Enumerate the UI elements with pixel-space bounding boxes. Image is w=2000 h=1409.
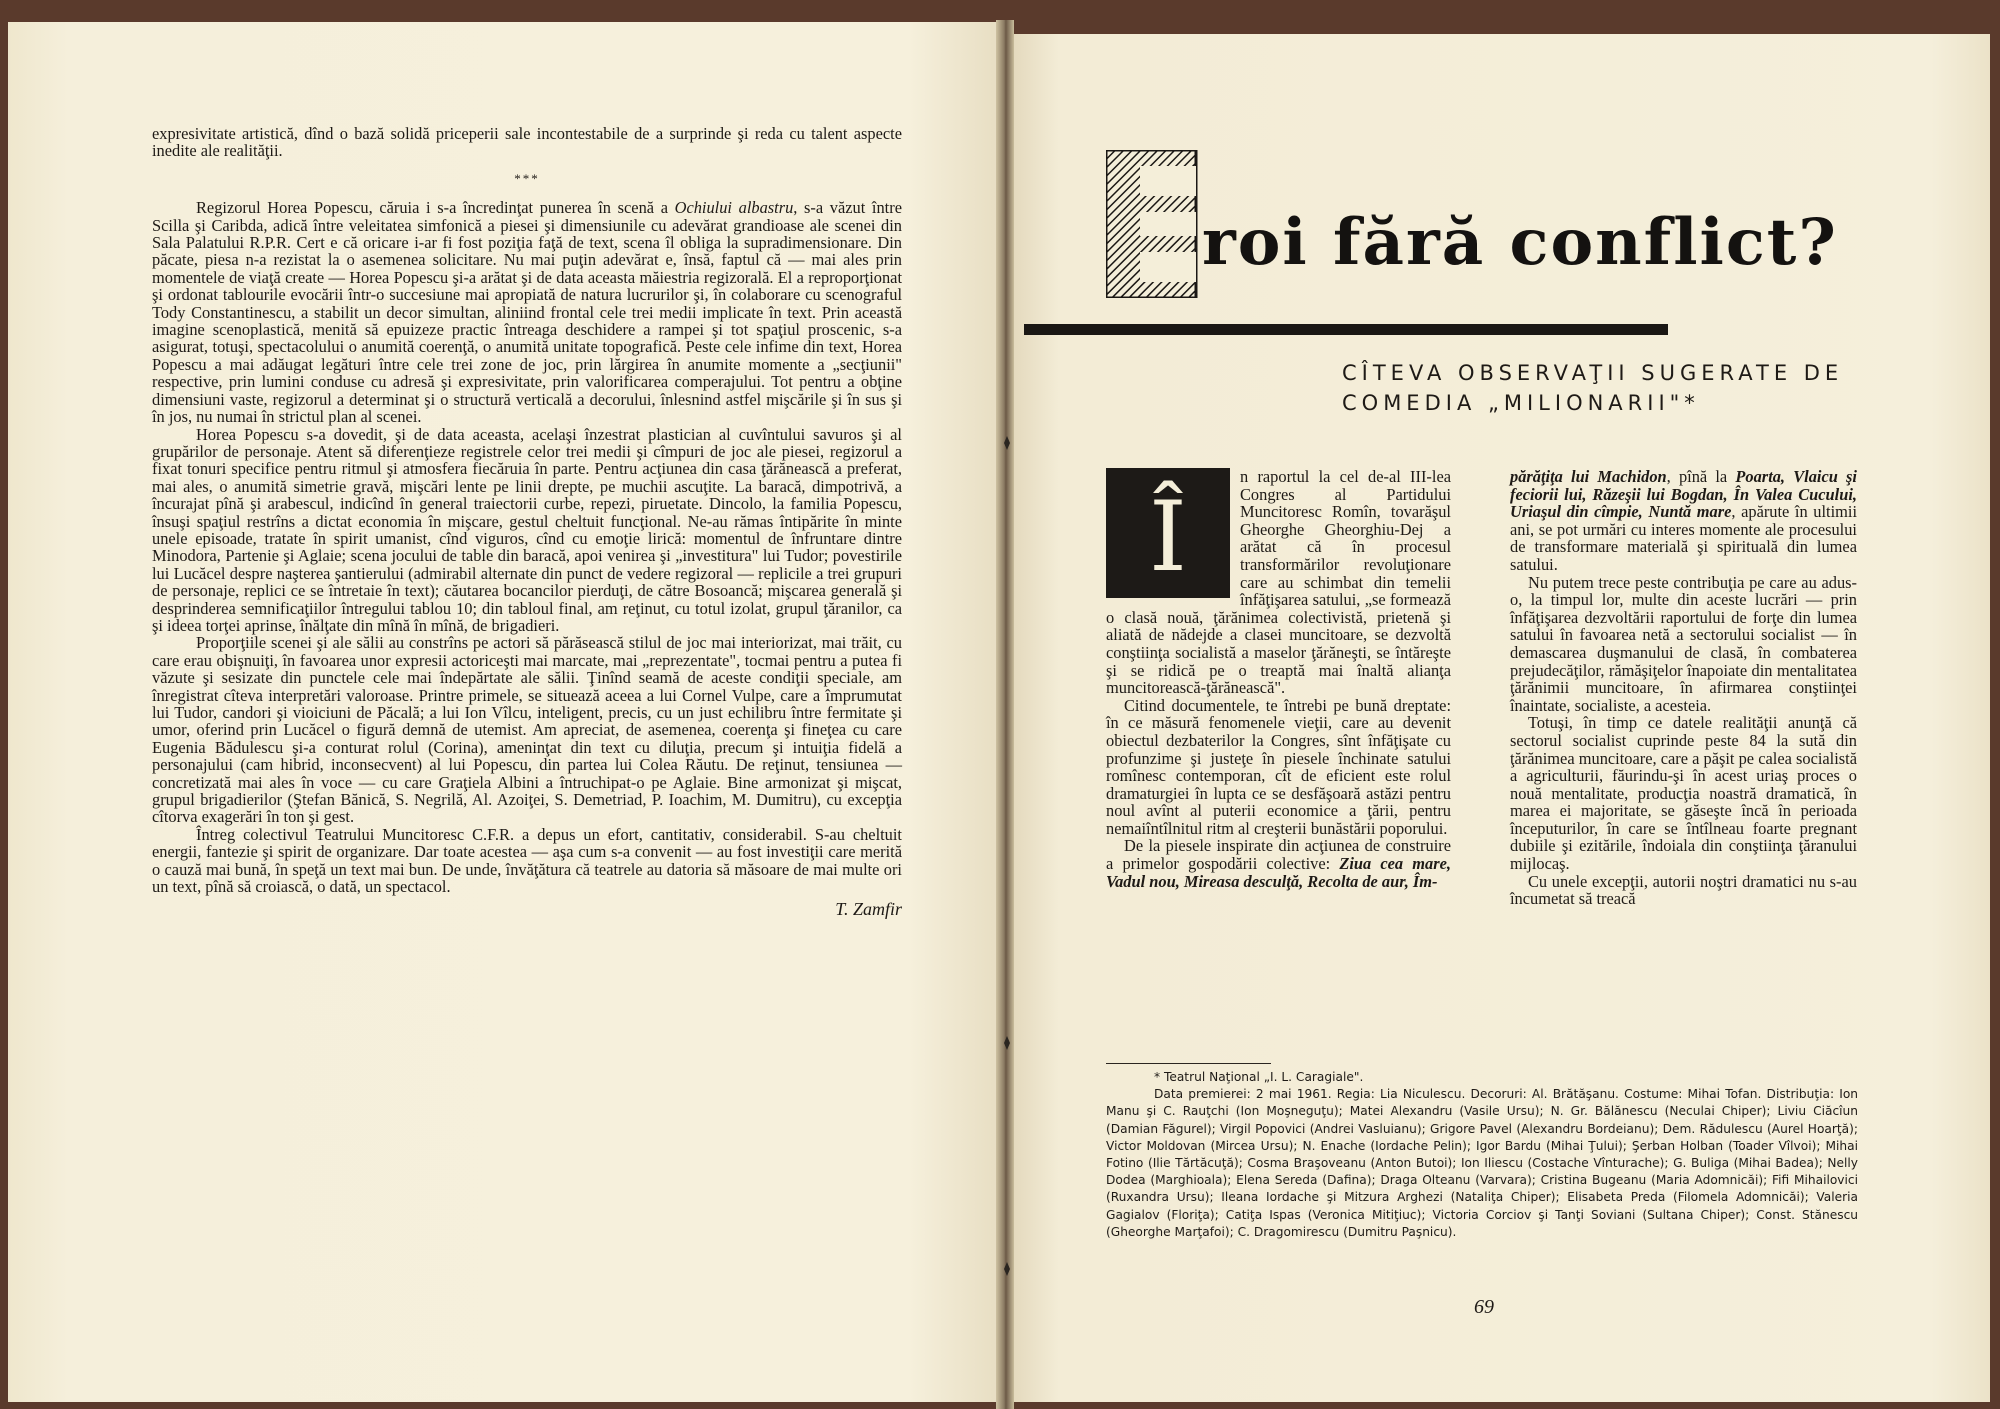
paragraph-horea-popescu: Horea Popescu s-a dovedit, şi de data aceasta, acelaşi înzestrat plastician al cuvîntului savuros şi al grupărilor de personaje. Atent să diferenţieze registrele celor trei medii şi cîmpuri de joc ale piesei, regizorul a fixat tonuri specifice pentru ritmul şi atmosfera fiecăruia în parte. Pentru acţiunea din casa ţărănească a preferat, mai ales, o anumită simetrie gravă, mişcări lente pe linii drepte, pe muchii ascuţite. La baracă, dimpotrivă, a încurajat pînă şi arabescul, indicînd în general traiectorii curbe, repezi, piruetate. Dincolo, la familia Popescu, însuşi spaţiul restrîns a dictat economia în mişcare, gestul cheltuit funcţional. Ne-au rămas întipărite în minte unele episoade, tratate în spirit umanist, cînd viguros, cînd cu emoţie lirică: momentul de înfruntare dintre Minodora, Partenie şi Aglaie; scena jocului de table din baracă, apoi venirea şi „investitura" lui Tudor; povestirile lui Lucăcel despre naşterea şantierului (admirabil alternate din punct de vedere regizoral — replicile a trei grupuri de personaje, replici ce se întretaie în text); căutarea bocancilor pierduţi, de către Bosoancă; mişcarea generală şi desprinderea semnificaţiilor întregului tablou 10; din tabloul final, am reţinut, cu totul izolat, grupul ţăranilor, ca şi ideea torţei aprinse, înălţate din mînă în mînă, de brigadieri. — [152, 424, 902, 635]
paragraph-totusi: Totuşi, în timp ce datele realităţii anunţă că sectorul socialist cuprinde peste 84 la sută din ţărănimea muncitoare, care a păşit pe calea socialistă a agriculturii, făurindu-şi în acest uriaş proces o nouă mentalitate, producţia noastră dramatică, în marea ei majoritate, se găseşte încă în perioada începuturilor, în care se întîlneau foarte pregnant dubiile şi ezitările, îndoiala din conştiinţa ţăranului mijlocaş. — [1510, 713, 1857, 874]
footnote — [1106, 1069, 1858, 1241]
subtitle-line-1: CÎTEVA OBSERVAŢII SUGERATE DE — [1342, 361, 1844, 385]
play-titles-list-1: Ziua cea mare, Vadul nou, Mireasa desculţă, Recolta de aur, Îm- — [1106, 854, 1451, 891]
paragraph-proportiile: Proporţiile scenei şi ale sălii au constrîns pe actori să părăsească stilul de joc mai interiorizat, mai trăit, cu care erau obişnuiţi, în favoarea unor expresii actoriceşti mai marcate, mai „reprezentate", tocmai pentru a putea fi văzute şi sesizate din punctele cele mai îndepărtate ale sălii. Ţinînd seamă de aceste condiţii speciale, am înregistrat cîteva interpretări valoroase. Printre primele, se situează aceea a lui Cornel Vulpe, care a împrumutat lui Tudor, candori şi vioiciuni de Păcală; a lui Ion Vîlcu, inteligent, precis, cu un just echilibru între fermitate şi umor, oferind prin Lucăcel o figură demnă de utemist. Am apreciat, de asemenea, coerenţa şi fineţea cu care Eugenia Bădulescu şi-a conturat rolul (Corina), ameninţat din text cu diluţia, precum şi intuiţia fidelă a personajului (cam hibrid, inconsecvent) al lui Popescu, din partea lui Colea Răutu. De reţinut, tensiunea — concretizată mai ales în voce — cu care Graţiela Albini a întruchipat-o pe Aglaie. Bine armonizat şi mişcat, grupul brigadierilor (Ştefan Bănică, S. Negrilă, Al. Azoiţei, S. Demetriad, P. Ioachim, M. Dumitru), cu excepţia cîtorva exagerări în ton şi gest. — [152, 633, 902, 827]
title-text: roi fără conflict? — [1202, 205, 1838, 280]
title-initial-letter-graphic — [1106, 150, 1202, 298]
paragraph-regizorul: Regizorul Horea Popescu, căruia i s-a încredinţat punerea în scenă a Ochiului albastru, s-a văzut între Scilla şi Caribda, adică între veleitatea simfonică a piesei şi dimensiunile cu adevărat grandioase ale scenei din Sala Palatului R.P.R. Cert e că oricare i-ar fi fost poziţia faţă de text, scena îl obliga la supradimensionare. Din păcate, piesa n-a rezistat la o asemenea solicitare. Nu mai puţin adevărat e, însă, faptul că — mai ales prin momentele de viaţă create — Horea Popescu şi-a arătat şi de data aceasta măiestria regizorală. El a reproporţionat şi ordonat tablourile evocării într-o succesiune mai apropiată de natura lucrurilor şi, în colaborare cu scenograful Tody Constantinescu, a stabilit un decor simultan, aliniind frontal cele trei medii implicate în text. Prin această imagine scenoplastică, menită să epuizeze practic întreaga deschidere a rampei şi tot spaţiul proscenic, s-a asigurat, totuşi, spectacolului o anumită coerenţă, o anumită unitate topografică. Peste cele infime din text, Horea Popescu a mai adăugat legături între cele trei zone de joc, prin lărgirea în anumite momente a „secţiunii" respective, prin lumini conduse cu adresă şi expresivitate, prin valorificarea comperajului. Tot pentru a obţine dimensiuni vaste, regizorul a determinat şi o structură verticală a decorului, înlesnind astfel mişcările şi în sus şi în jos, nu numai în strictul plan al scenei. — [152, 198, 902, 427]
paragraph-nu-putem: Nu putem trece peste contribuţia pe care au adus-o, la timpul lor, multe din aceste lucrări — prin înfăţişarea dezvoltării raportului de forţe din lumea satului în favoarea netă a sectorului socialist — în demascarea duşmanului de clasă, în combaterea prejudecăţilor, rămăşiţelor înapoiate din mentalitatea ţărănimii muncitoare, în afirmarea conştiinţei înaintate, socialiste, a acesteia. — [1510, 572, 1857, 715]
paragraph-de-la-piesele: De la piesele inspirate din acţiunea de construire a primelor gospodării colective: Ziua cea mare, Vadul nou, Mireasa desculţă, Recolta de aur, Îm- — [1106, 836, 1451, 891]
left-article-column — [152, 125, 902, 919]
footnote-theatre: * Teatrul Naţional „I. L. Caragiale". — [1154, 1070, 1364, 1084]
article-subtitle — [1342, 358, 1862, 418]
paragraph-cu-unele: Cu unele excepţii, autorii noştri dramatici nu s-au încumetat să treacă — [1510, 871, 1857, 909]
paragraph-intreg-colectivul: Întreg colectivul Teatrului Muncitoresc C.F.R. a depus un efort, cantitativ, considerabil. S-au cheltuit energii, fantezie şi spirit de organizare. Dar toate acestea — aşa cum s-a convenit — au fost investiţii care merită o cauză mai bună, în speţă un text mai bun. De unde, învăţătura că teatrele au datoria să măsoare de mai multe ori un text, pînă să croiască, o dată, un spectacol. — [152, 824, 902, 897]
subtitle-line-2: COMEDIA „MILIONARII"* — [1342, 391, 1700, 415]
page-number: 69 — [1474, 1296, 1494, 1318]
right-column-2 — [1510, 468, 1857, 908]
paragraph-raportul: n raportul la cel de-al III-lea Congres al Partidului Muncitoresc Romîn, tovarăşul Gheorghe Gheorghiu-Dej a arătat că în procesul transformărilor revoluţionare care au schimbat din temelii înfăţişarea satului, „se formează o clasă nouă, ţărănimea colectivistă, prietenă şi aliată de nădejde a clasei muncitoare, se dezvoltă conştiinţa socialistă a maselor ţărăneşti, se întăreşte şi se ridică pe o treaptă mai înaltă alianţa muncitorească-ţărănească". — [1106, 467, 1451, 698]
intro-paragraph: expresivitate artistică, dînd o bază solidă priceperii sale incontestabile de a surprinde şi reda cu talent aspecte inedite ale realităţii. — [152, 124, 902, 161]
registration-mark-icon — [1000, 1262, 1014, 1276]
book-gutter — [996, 20, 1014, 1409]
section-separator: *** — [514, 170, 540, 186]
paragraph-continued: părăţiţa lui Machidon, pînă la Poarta, Vlaicu şi feciorii lui, Răzeşii lui Bogdan, În Valea Cucului, Uriaşul din cîmpie, Nuntă mare, apărute în ultimii ani, se pot urmări cu interes momente ale procesului de transformare materială şi spirituală din lumea satului. — [1510, 467, 1857, 574]
title-underline-bar — [1024, 324, 1668, 335]
author-signature: T. Zamfir — [835, 899, 902, 920]
right-column-1 — [1106, 468, 1451, 890]
article-title — [1106, 150, 1866, 300]
footnote-credits: Data premierei: 2 mai 1961. Regia: Lia Niculescu. Decoruri: Al. Brătăşanu. Costume: Mihai Tofan. Distribuţia: Ion Manu şi C. Rauţchi (Ion Moşneguţu); Matei Alexandru (Vasile Ursu); N. Gr. Bălănescu (Neculai Chiper); Liviu Ciăcîun (Damian Făgurel); Virgil Popovici (Andrei Vasluianu); Grigore Pavel (Alexandru Bordeianu); Dem. Rădulescu (Aurel Hoarţă); Victor Moldovan (Mircea Ursu); N. Enache (Iordache Pelin); Igor Bardu (Mihai Ţului); Şerban Holban (Toader Vîlvoi); Mihai Fotino (Ilie Tărtăcuţă); Cosma Braşoveanu (Anton Butoi); Ion Iliescu (Costache Vînturache); G. Buliga (Mihai Badea); Nelly Dodea (Marghioala); Elena Sereda (Dafina); Draga Olteanu (Varvara); Cristina Bugeanu (Maria Adomnicăi); Fifi Mihailovici (Ruxandra Ursu); Ileana Iordache şi Mitzura Arghezi (Nataliţa Chiper); Elisabeta Preda (Filomela Adomnicăi); Valeria Gagialov (Floriţa); Catiţa Ispas (Veronica Mitiţiuc); Victoria Corciov şi Tanţi Soviani (Sultana Chiper); Const. Stănescu (Gheorghe Marţafoi); C. Dragomirescu (Dumitru Paşnicu). — [1106, 1087, 1858, 1239]
drop-cap: Î — [1106, 468, 1230, 598]
play-title-ochiul-albastru: Ochiului albastru — [674, 198, 794, 218]
paragraph-citind: Citind documentele, te întrebi pe bună dreptate: în ce măsură fenomenele vieţii, care au devenit obiectul dezbaterilor la Congres, sînt înfăţişate cu profunzime şi justeţe în piesele închinate satului romînesc contemporan, cît de eficient este rolul dramaturgiei în lupta ce se desfăşoară astăzi pentru noul avînt al puterii economice a ţării, pentru nemaiîntîlnitul ritm al creşterii bunăstării poporului. — [1106, 695, 1451, 838]
footnote-rule — [1106, 1063, 1271, 1064]
registration-mark-icon — [1000, 436, 1014, 450]
play-titles-list-2: Poarta, Vlaicu şi feciorii lui, Răzeşii lui Bogdan, În Valea Cucului, Uriaşul din cîmpie, Nuntă mare — [1510, 467, 1857, 522]
registration-mark-icon — [1000, 1036, 1014, 1050]
